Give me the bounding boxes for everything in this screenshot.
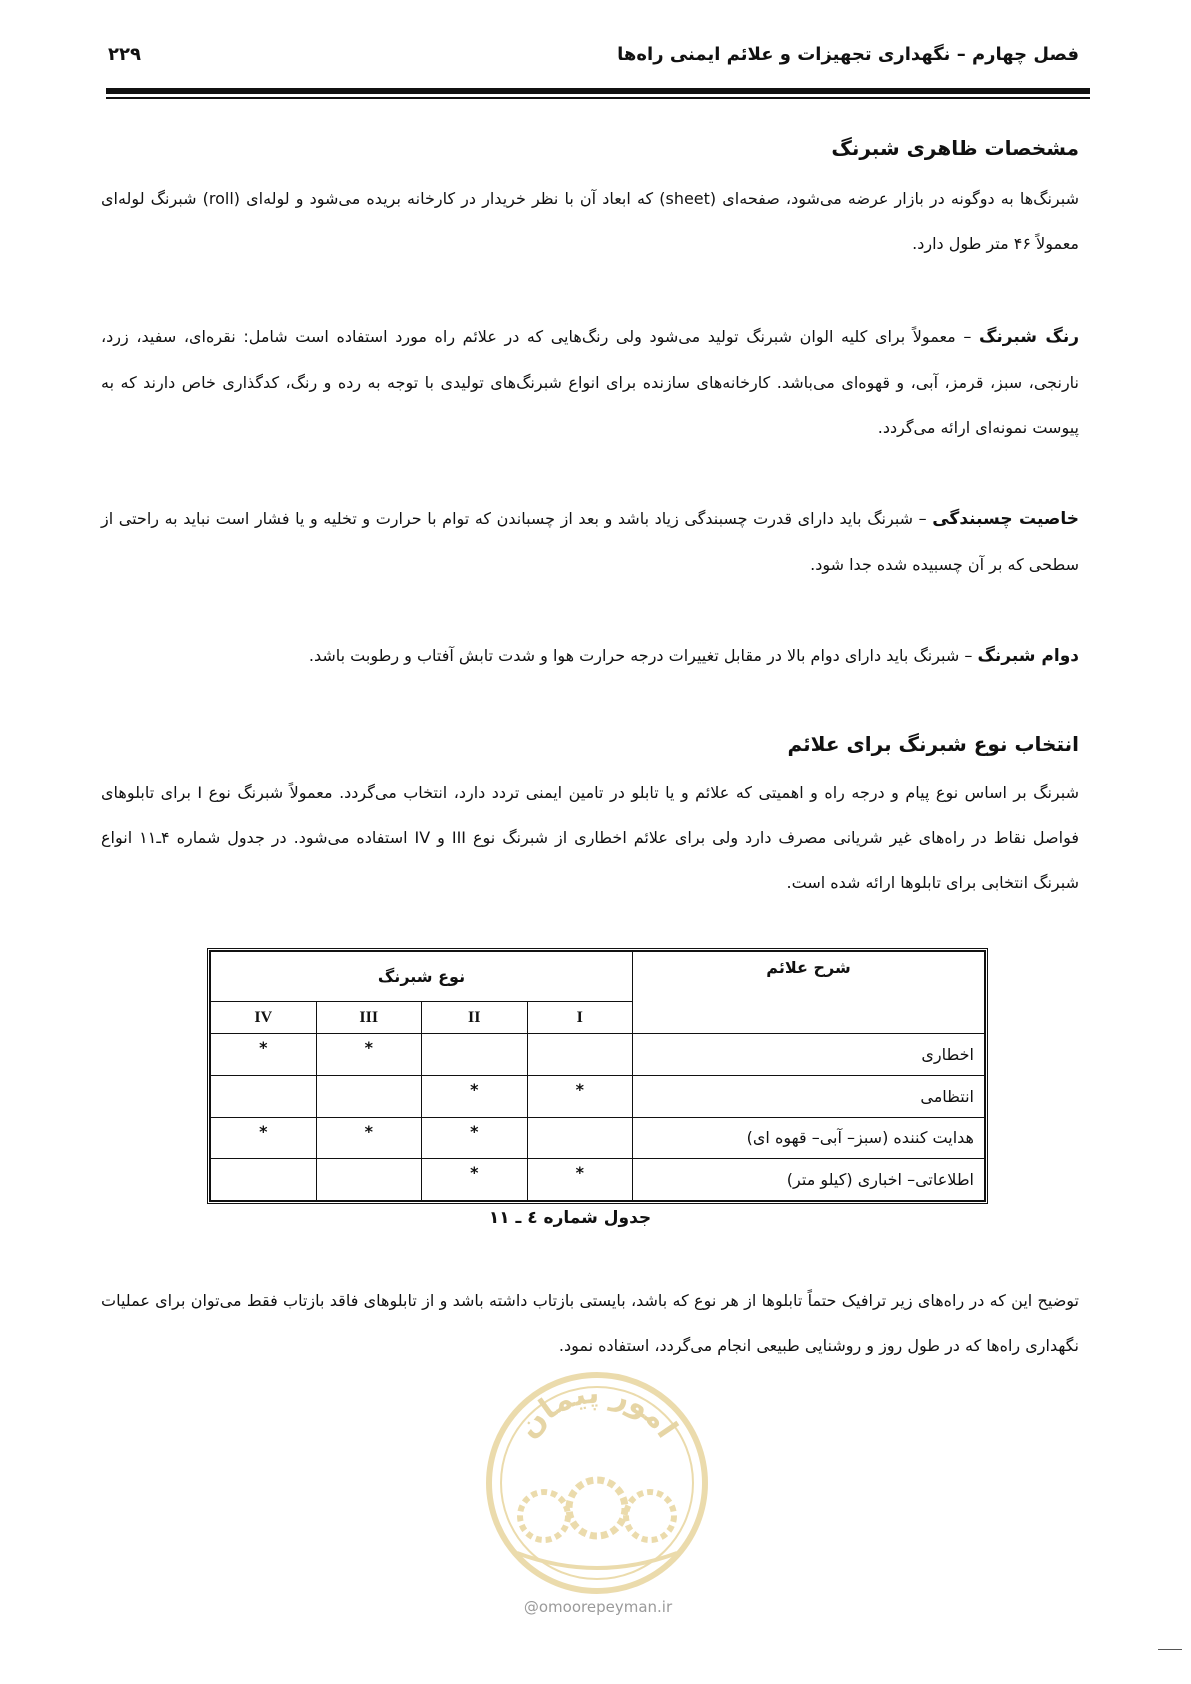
table-row-label: اطلاعاتی– اخباری (کیلو متر) <box>633 1159 985 1201</box>
table-cell-mark <box>527 1117 633 1159</box>
header-rule-thick <box>106 88 1090 94</box>
table-header-type-iv: IV <box>211 1002 317 1034</box>
table-cell-mark <box>211 1159 317 1201</box>
table-cell-mark: * <box>211 1117 317 1159</box>
table-cell-mark <box>316 1159 422 1201</box>
table-row <box>211 1159 985 1201</box>
table-row-label: انتظامی <box>633 1075 985 1117</box>
paragraph-durability-text: – شبرنگ باید دارای دوام بالا در مقابل تغییرات درجه حرارت هوا و شدت تابش آفتاب و رطوبت باشد. <box>308 646 978 665</box>
paragraph-appearance: شبرنگ‌ها به دوگونه در بازار عرضه می‌شود، صفحه‌ای (sheet) که ابعاد آن با نظر خریدار در کارخانه بریده می‌شود و لوله‌ای (roll) شبرنگ لوله‌ای معمولاً ۴۶ متر طول دارد. <box>101 189 1079 253</box>
table-cell-mark: * <box>422 1117 528 1159</box>
table-cell-mark: * <box>527 1075 633 1117</box>
table-header-description: شرح علائم <box>633 952 985 1034</box>
table-cell-mark: * <box>316 1117 422 1159</box>
paragraph-durability <box>101 633 1079 679</box>
table-cell-mark <box>316 1075 422 1117</box>
term-durability: دوام شبرنگ <box>977 646 1079 666</box>
table-header-type-i: I <box>527 1002 633 1034</box>
watermark-site: @omoorepeyman.ir <box>523 1598 673 1616</box>
watermark-arc-text: امور پیمان <box>510 1375 685 1445</box>
table-header-type-ii: II <box>422 1002 528 1034</box>
paragraph-color-text: – معمولاً برای کلیه الوان شبرنگ تولید می‌شود ولی رنگ‌هایی که در علائم راه مورد استفاده است شامل: نقره‌ای، سفید، زرد، نارنجی، سبز، قرمز، آبی، و قهوه‌ای می‌باشد. کارخانه‌های سازنده برای انواع شبرنگ‌های تولیدی با توجه به رده و رنگ، کدگذاری خاص دارند که به پیوست نمونه‌ای ارائه می‌گردد. <box>101 327 1079 437</box>
header-rule-thin <box>106 97 1090 99</box>
sheeting-type-table <box>207 948 988 1204</box>
table-cell-mark: * <box>527 1159 633 1201</box>
paragraph-closing: توضیح این که در راه‌های زیر ترافیک حتماً تابلوها از هر نوع که باشد، بایستی بازتاب داشته باشد و از تابلوهای فاقد بازتاب فقط می‌توان برای عملیات نگهداری راه‌ها که در طول روز و روشنایی طبیعی انجام می‌گردد، استفاده نمود. <box>101 1291 1079 1355</box>
page-number: ۲۲۹ <box>108 44 141 65</box>
paragraph-color <box>101 314 1079 450</box>
running-header-title: فصل چهارم – نگهداری تجهیزات و علائم ایمنی راه‌ها <box>617 44 1079 65</box>
term-color: رنگ شبرنگ <box>978 327 1079 347</box>
svg-text:امور پیمان <box>511 1376 684 1445</box>
section-heading-appearance: مشخصات ظاهری شبرنگ <box>831 136 1079 160</box>
paragraph-adhesion <box>101 496 1079 587</box>
table-cell-mark: * <box>422 1159 528 1201</box>
term-adhesion: خاصیت چسبندگی <box>932 509 1079 529</box>
table-row-label: هدایت کننده (سبز– آبی– قهوه ای) <box>633 1117 985 1159</box>
margin-mark <box>1158 1649 1182 1650</box>
table-caption: جدول شماره ٤ ـ ١١ <box>488 1208 652 1228</box>
table-row <box>211 1117 985 1159</box>
paragraph-selection: شبرنگ بر اساس نوع پیام و درجه راه و اهمیتی که علائم و یا تابلو در تامین ایمنی تردد دارد، انتخاب می‌گردد. معمولاً شبرنگ نوع I برای تابلوهای فواصل نقاط در راه‌های غیر شریانی مصرف دارد ولی برای علائم اخطاری از شبرنگ نوع III و IV استفاده می‌شود. در جدول شماره ۴ـ۱۱ انواع شبرنگ انتخابی برای تابلوها ارائه شده است. <box>101 783 1079 892</box>
paragraph-adhesion-text: – شبرنگ باید دارای قدرت چسبندگی زیاد باشد و بعد از چسباندن که توام با حرارت و تخلیه و یا فشار است نباید به راحتی از سطحی که بر آن چسبیده شده جدا شود. <box>101 509 1079 574</box>
watermark-logo <box>482 1368 712 1598</box>
table-cell-mark: * <box>422 1075 528 1117</box>
table-cell-mark <box>211 1075 317 1117</box>
table-row-label: اخطاری <box>633 1034 985 1076</box>
table-row <box>211 1034 985 1076</box>
section-heading-selection: انتخاب نوع شبرنگ برای علائم <box>787 732 1079 756</box>
table-cell-mark: * <box>211 1034 317 1076</box>
table-row <box>211 1075 985 1117</box>
table-cell-mark <box>422 1034 528 1076</box>
table-header-type-iii: III <box>316 1002 422 1034</box>
table-cell-mark <box>527 1034 633 1076</box>
table-cell-mark: * <box>316 1034 422 1076</box>
table-header-type: نوع شبرنگ <box>211 952 633 1002</box>
